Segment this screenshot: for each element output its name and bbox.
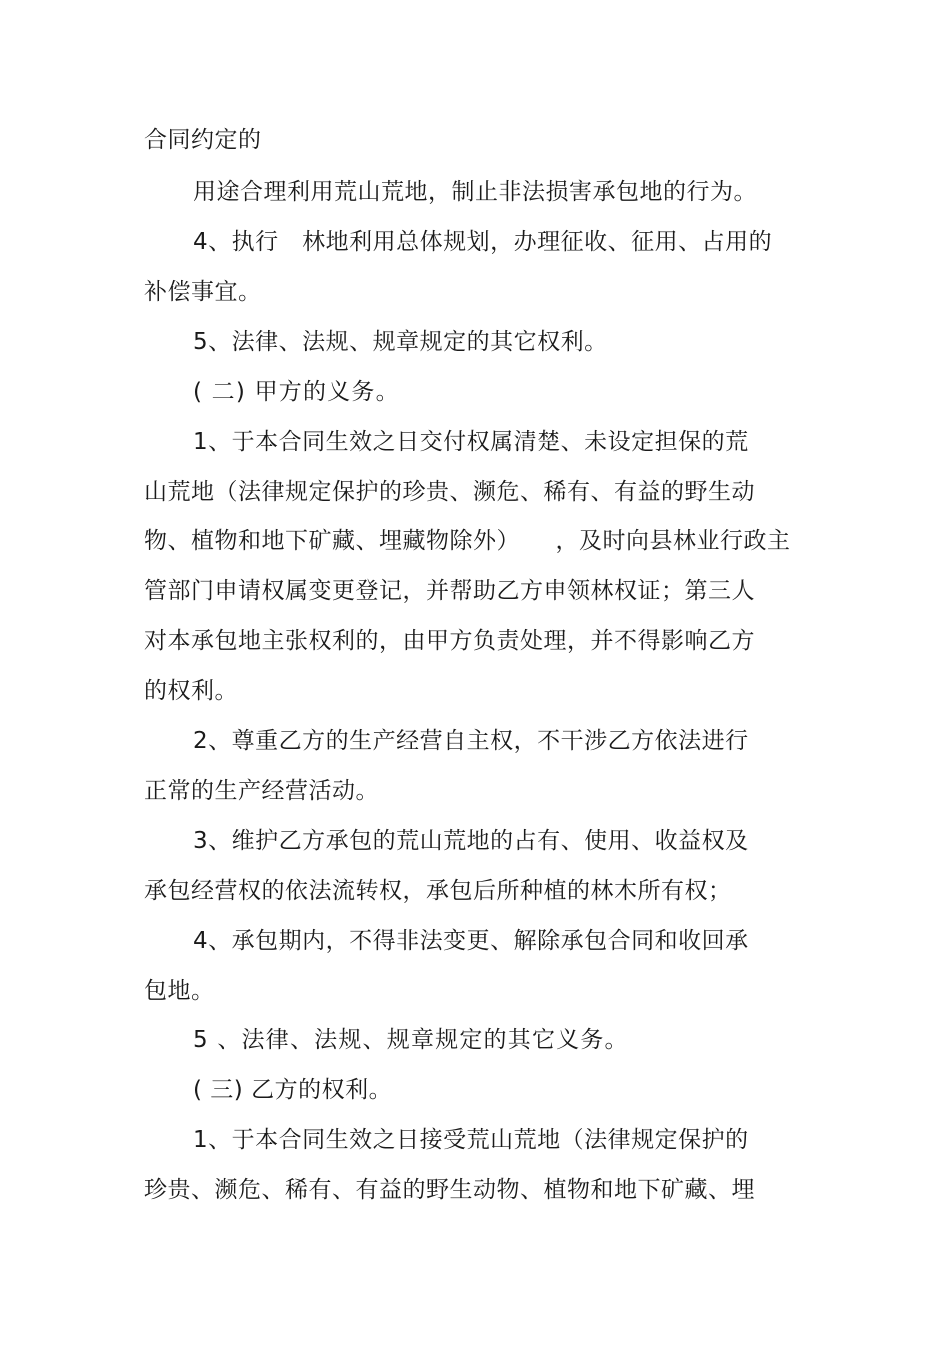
text-line-9: 物、植物和地下矿藏、埋藏物除外） ，及时向县林业行政主	[144, 528, 791, 554]
text-line-14: 正常的生产经营活动。	[144, 778, 379, 804]
text-line-10: 管部门申请权属变更登记，并帮助乙方申领林权证；第三人	[144, 578, 755, 604]
text-line-7: 1、于本合同生效之日交付权属清楚、未设定担保的荒	[193, 429, 749, 455]
text-line-8: 山荒地（法律规定保护的珍贵、濒危、稀有、有益的野生动	[144, 479, 755, 505]
text-line-2: 用途合理利用荒山荒地，制止非法损害承包地的行为。	[193, 179, 757, 205]
text-line-19: 5 、法律、法规、规章规定的其它义务。	[193, 1027, 629, 1053]
text-line-4: 补偿事宜。	[144, 279, 262, 305]
text-line-3: 4、执行 林地利用总体规划，办理征收、征用、占用的	[193, 229, 773, 255]
text-line-5: 5、法律、法规、规章规定的其它权利。	[193, 329, 608, 355]
text-line-22: 珍贵、濒危、稀有、有益的野生动物、植物和地下矿藏、埋	[144, 1177, 755, 1203]
text-line-18: 包地。	[144, 978, 215, 1004]
text-line-1: 合同约定的	[144, 127, 262, 153]
text-line-15: 3、维护乙方承包的荒山荒地的占有、使用、收益权及	[193, 828, 749, 854]
text-line-11: 对本承包地主张权利的，由甲方负责处理，并不得影响乙方	[144, 628, 755, 654]
text-line-16: 承包经营权的依法流转权，承包后所种植的林木所有权；	[144, 878, 732, 904]
section-heading-2: ( 二) 甲方的义务。	[193, 379, 400, 405]
text-line-17: 4、承包期内，不得非法变更、解除承包合同和收回承	[193, 928, 749, 954]
section-heading-3: ( 三) 乙方的权利。	[193, 1077, 393, 1103]
text-line-21: 1、于本合同生效之日接受荒山荒地（法律规定保护的	[193, 1127, 749, 1153]
text-line-13: 2、尊重乙方的生产经营自主权，不干涉乙方依法进行	[193, 728, 749, 754]
text-line-12: 的权利。	[144, 678, 238, 704]
